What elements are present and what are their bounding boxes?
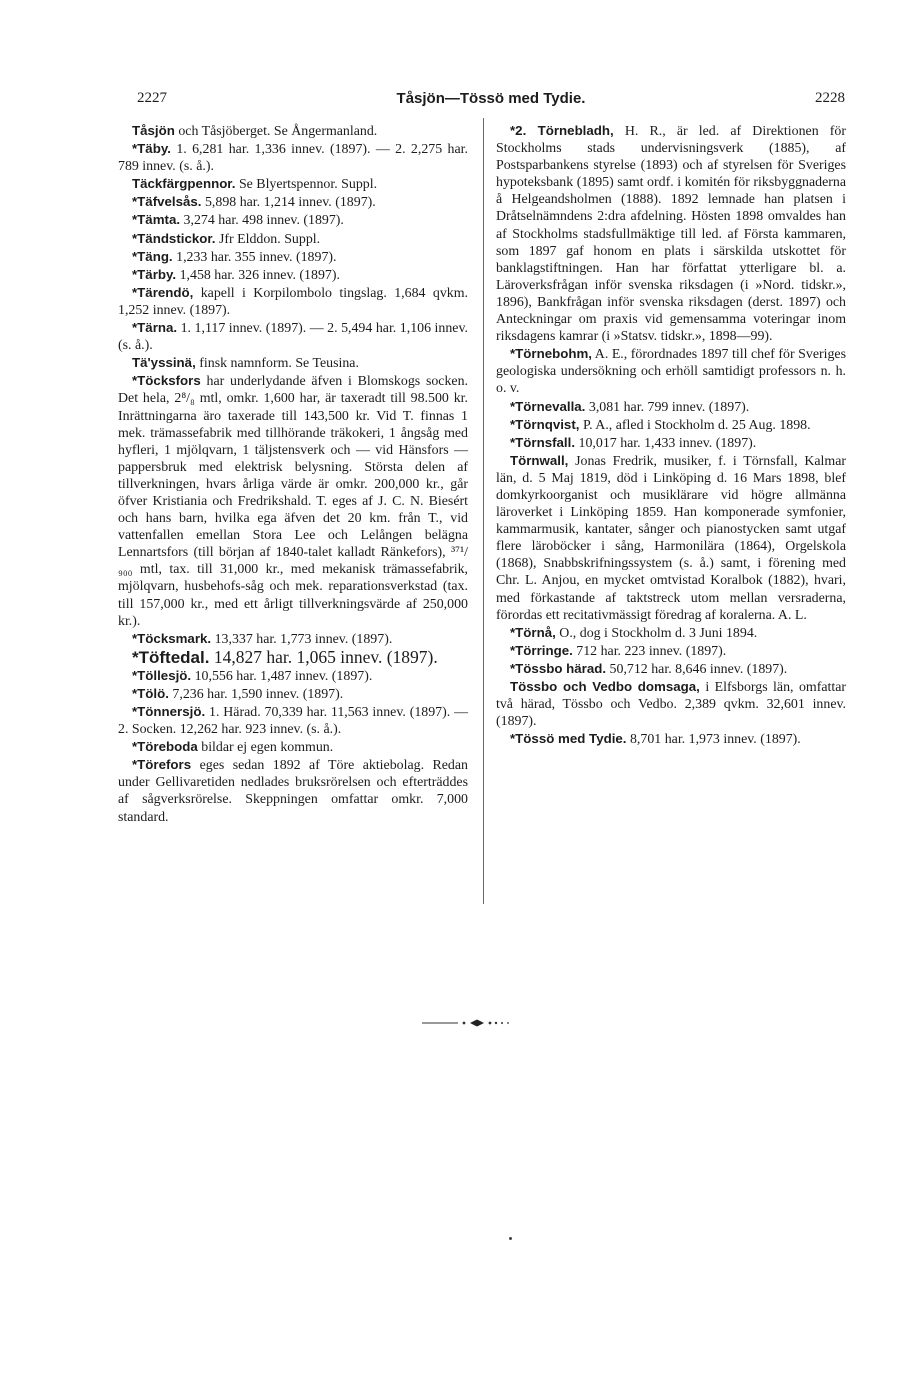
entry-headword: *Tössbo härad. (510, 660, 607, 676)
dictionary-entry (118, 667, 468, 685)
entry-text: 13,337 har. 1,773 innev. (1897). (214, 631, 393, 647)
entry-headword: Törnwall, (510, 452, 569, 468)
entry-headword: *Tölö. (132, 685, 169, 701)
entry-text: 50,712 har. 8,646 innev. (1897). (609, 661, 788, 677)
entry-headword: Tåsjön (132, 123, 175, 138)
entry-headword: *Töcksfors (132, 373, 201, 389)
entry-text: bildar ej egen kommun. (201, 740, 334, 756)
entry-headword: *Törringe. (510, 642, 573, 658)
entry-headword: *Töcksmark. (132, 630, 212, 646)
dictionary-entry (118, 140, 468, 175)
entry-headword: *Tönnersjö. (132, 704, 206, 719)
dictionary-entry (496, 660, 846, 678)
dictionary-entry (496, 345, 846, 397)
dictionary-entry (118, 248, 468, 266)
dictionary-entry (496, 122, 846, 345)
print-speck (509, 1237, 512, 1240)
dictionary-entry (118, 284, 468, 319)
dictionary-entry (118, 738, 468, 756)
dictionary-entry (118, 756, 468, 825)
dictionary-entry (118, 211, 468, 229)
entry-text: Jonas Fredrik, musiker, f. i Törnsfall, Kalmar län, d. 5 Maj 1819, död i Linköping d. 16 Mars 1898, blef domkyrkoorganist och musiklärare vid högre allmänna läroverket i Linköping 1859. Han komponerade symfonier, kammarmusik, kantater, sånger och pianostycken samt utgaf flere läroböcker i sång, Harmonilära (1864), Orgelskola (1868), Snabbskrifningssystem (s. å.) samt, i förening med Chr. L. Anjou, en mycket omtvistad Koralbok (1882), hvari, med förkastande af taktstreck utom mellan versraderna, förordas ett recitativmässigt föredrag af koralerna. A. L. (496, 453, 846, 623)
dictionary-entry (118, 266, 468, 284)
dictionary-entry (118, 703, 468, 738)
entry-headword: *Töftedal. (132, 647, 210, 667)
entry-text: 10,556 har. 1,487 innev. (1897). (194, 668, 373, 684)
dictionary-entry (496, 678, 846, 730)
dictionary-entry (118, 122, 468, 140)
entry-text: 7,236 har. 1,590 innev. (1897). (172, 686, 344, 702)
entry-headword: *Tändstickor. (132, 230, 216, 246)
column-divider (483, 118, 484, 904)
entry-headword: *Törefors (132, 757, 192, 773)
entry-headword: *Törnebohm, (510, 346, 592, 362)
entry-text: 3,081 har. 799 innev. (1897). (588, 399, 750, 415)
entry-headword: *Töreboda (132, 739, 198, 755)
entry-headword: *Törnsfall. (510, 434, 576, 450)
entry-headword: Täckfärgpennor. (132, 176, 236, 192)
dictionary-entry (118, 319, 468, 354)
page-number-left: 2227 (137, 90, 167, 106)
entry-text: 1,458 har. 326 innev. (1897). (179, 267, 340, 283)
dictionary-entry (496, 730, 846, 748)
entry-headword: *Tämta. (132, 212, 181, 228)
entry-text: 3,274 har. 498 innev. (1897). (183, 213, 344, 229)
dictionary-entry (496, 624, 846, 642)
entry-text: 1,233 har. 355 innev. (1897). (176, 249, 337, 265)
entry-text: P. A., afled i Stockholm d. 25 Aug. 1898. (582, 417, 811, 433)
entry-headword: Tä'yssinä, (132, 355, 196, 371)
dictionary-entry (118, 354, 468, 372)
entry-text: kapell i Korpilombolo tingslag. 1,684 qvkm. 1,252 innev. (1897). (118, 285, 468, 318)
entry-headword: *Törnevalla. (510, 398, 586, 414)
dictionary-entry (118, 230, 468, 248)
dictionary-entry (118, 685, 468, 703)
entry-text: 1. 6,281 har. 1,336 innev. (1897). — 2. 2,275 har. 789 innev. (s. å.). (118, 142, 469, 175)
entry-text: finsk namnform. Se Teusina. (199, 356, 359, 372)
entry-headword: *Törnå, (510, 624, 556, 640)
dictionary-entry (496, 434, 846, 452)
dictionary-entry (496, 452, 846, 624)
entry-text: 10,017 har. 1,433 innev. (1897). (578, 435, 757, 451)
page-number-right: 2228 (815, 90, 845, 106)
entry-headword: *Töllesjö. (132, 667, 192, 683)
right-column (496, 122, 846, 748)
entry-headword: Tössbo och Vedbo domsaga, (510, 679, 700, 694)
entry-headword: *Tärby. (132, 266, 177, 282)
dictionary-entry (118, 630, 468, 648)
entry-text: A. E., förordnades 1897 till chef för Sveriges geologiska undersökning och erhöll samtidigt professors n. h. o. v. (496, 347, 846, 397)
dictionary-entry (118, 193, 468, 211)
entry-text: och Tåsjöberget. Se Ångermanland. (178, 124, 378, 139)
entry-text: 5,898 har. 1,214 innev. (1897). (204, 195, 376, 211)
entry-headword: *Täfvelsås. (132, 194, 202, 210)
entry-text: Jfr Elddon. Suppl. (219, 231, 321, 247)
entry-headword: *Tärna. (132, 320, 178, 336)
entry-text: O., dog i Stockholm d. 3 Juni 1894. (559, 625, 758, 641)
entry-headword: *Täng. (132, 248, 173, 264)
entry-text: 1. 1,117 innev. (1897). — 2. 5,494 har. 1,106 innev. (s. å.). (118, 321, 468, 354)
running-header (137, 90, 845, 112)
entry-headword: *Tössö med Tydie. (510, 731, 627, 747)
entry-text: 14,827 har. 1,065 innev. (1897). (213, 646, 438, 667)
entry-text: 1. Härad. 70,339 har. 11,563 innev. (1897). — 2. Socken. 12,262 har. 923 innev. (s. å.). (118, 705, 468, 738)
dictionary-entry (118, 175, 468, 193)
entry-text: 8,701 har. 1,973 innev. (1897). (629, 732, 801, 748)
dictionary-entry (118, 648, 468, 667)
dictionary-entry (118, 372, 468, 629)
dictionary-entry (496, 642, 846, 660)
dictionary-entry (496, 398, 846, 416)
entry-headword: *Törnqvist, (510, 416, 580, 432)
entry-text: har underlydande äfven i Blomskogs socken. Det hela, 2⁸/₈ mtl, omkr. 1,600 har, är taxeradt till 98.500 kr. Inrättningarna äro taxerade till 143,500 kr. Vid T. finnas 1 mek. trämassefabrik med tillhörande träkokeri, 1 ångsåg med hyfleri, 1 mjölqvarn, 1 täljstensverk och — vid Hänsfors — pappersbruk med elektrisk belysning. Största delen af tillverkningen, hvars årliga värde är omkr. 200,000 kr., går öfver Kristiania och Fredrikshald. T. eges af J. C. N. Biesért och hans barn, hvilka ega äfven det 20 km. från T., vid vattenfallen emellan Stora Lee och Lelången belägna Lennartsfors (till början af 1840-talet kalladt Ränkefors), ³⁷¹/₉₀₀ mtl, tax. till 31,000 kr., med mekanisk trämassefabrik, mjölqvarn, husbehofs-såg och mek. reparationsverkstad (tax. till 157,000 kr., med ett årligt tillverkningsvärde af 250,000 kr.). (118, 374, 468, 629)
running-title: Tåsjön—Tössö med Tydie. (396, 90, 586, 107)
entry-text: 712 har. 223 innev. (1897). (576, 643, 727, 659)
left-column (118, 122, 468, 826)
entry-headword: *Tärendö, (132, 284, 194, 300)
entry-text: H. R., är led. af Direktionen för Stockholms stads undervisningsverk (1885), af Postsparbankens styrelse (1893) och af styrelsen för Sveriges hypoteksbank (1895) samt ordf. i komitén för riksbyggnaderna å Helgeandsholmen (1888). 1892 lemnade han platsen i Dråtselnämndens 2:dra afdelning. Hösten 1898 omvaldes han af Stockholms stadsfullmäktige till led. af Första kammaren, som 1897 gaf honom en plats i särskilda utskottet för banklagstiftningen. Han har författat ytterligare bl. a. Läroverksfrågan inför svenska riksdagen (i »Nord. tidskr.», 1896), Bankfrågan inför svenska riksdagen (derst. 1897) och Anteckningar om praxis vid gemensamma voteringar inom riksdagens kamrar (i »Statsv. tidskr.», 1898—99). (496, 124, 846, 345)
entry-text: Se Blyertspennor. Suppl. (238, 177, 378, 193)
entry-text: eges sedan 1892 af Töre aktiebolag. Redan under Gellivaretiden nedlades bruksrörelsen och efterträddes af sågverksrörelse. Skeppningen omfattar omkr. 7,000 standard. (118, 758, 468, 825)
entry-headword: *2. Törnebladh, (510, 123, 614, 138)
end-ornament (420, 1015, 520, 1031)
dictionary-entry (496, 416, 846, 434)
entry-text: i Elfsborgs län, omfattar två härad, Tössbo och Vedbo. 2,389 qvkm. 32,601 innev. (1897). (496, 680, 846, 730)
entry-headword: *Täby. (132, 141, 171, 157)
